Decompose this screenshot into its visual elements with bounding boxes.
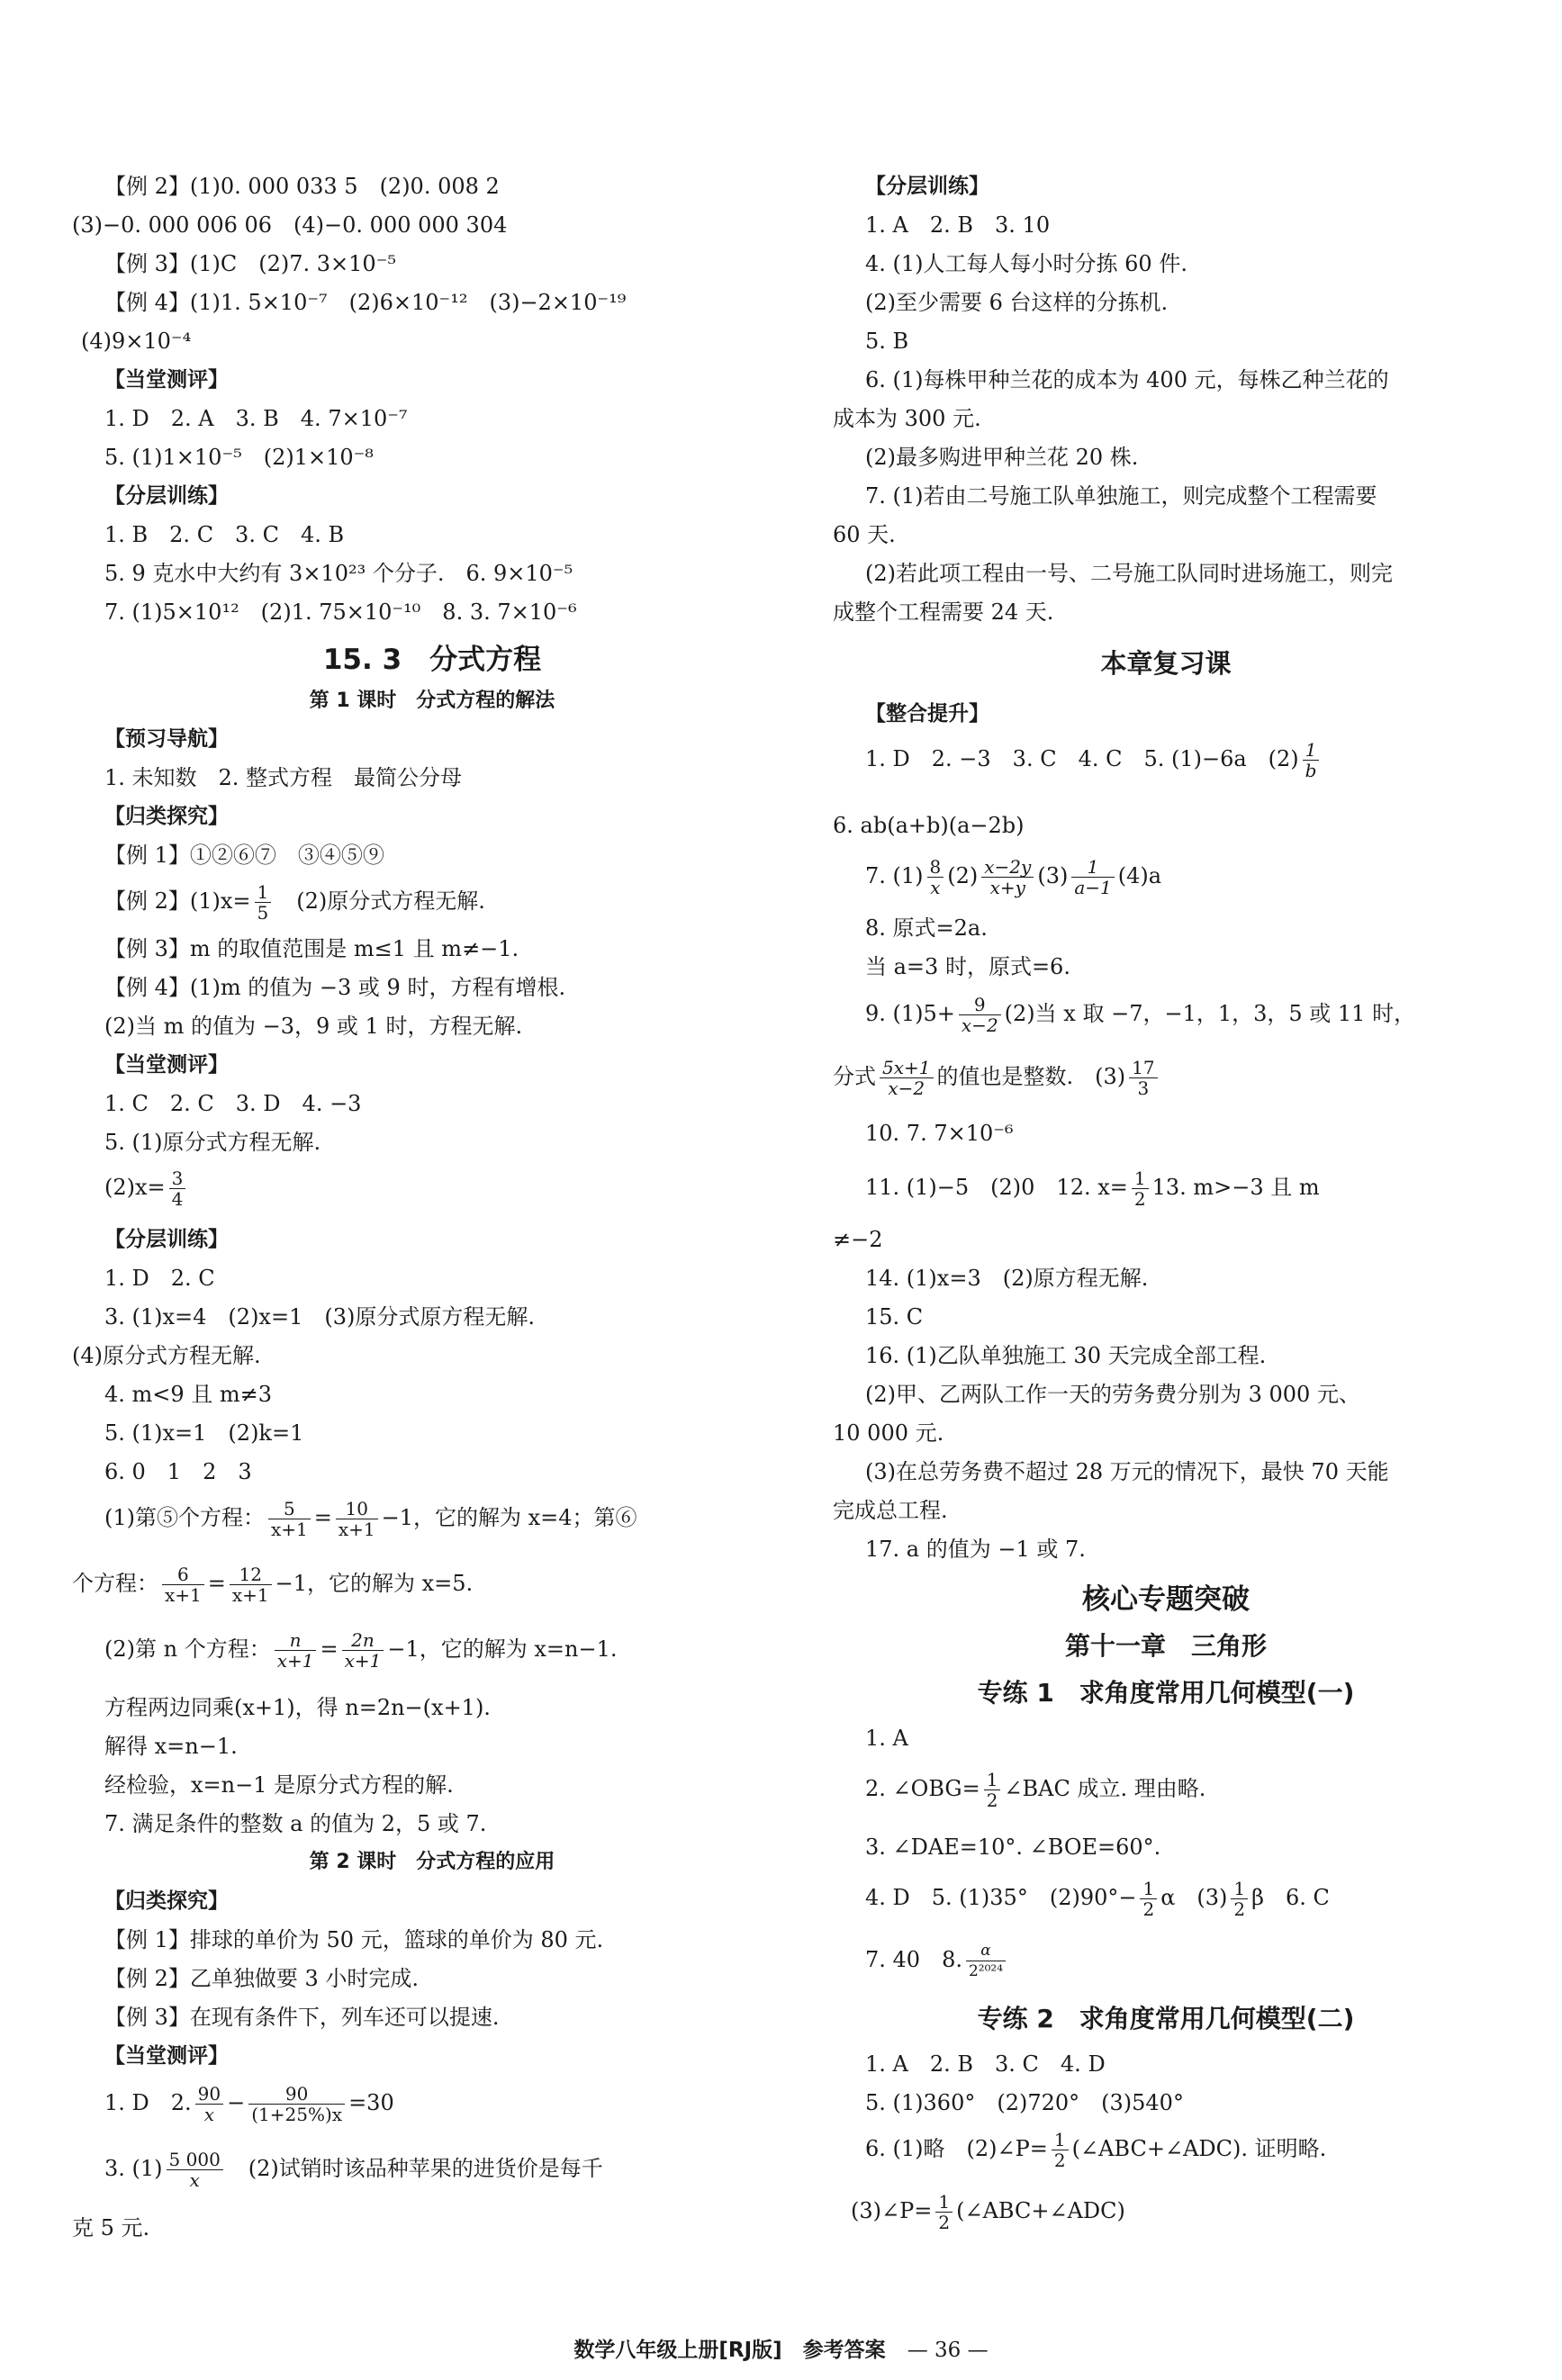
denominator: x+1	[344, 1650, 382, 1672]
numerator: 90	[195, 2084, 223, 2105]
fraction	[230, 1564, 272, 1605]
denominator: x+y	[989, 877, 1025, 898]
text-line: 【例 1】①②⑥⑦ ③④⑤⑨	[104, 843, 384, 868]
numerator: 8	[927, 857, 944, 878]
section-tag: 【归类探究】	[104, 805, 229, 828]
text-span: α (3)	[1160, 1885, 1228, 1910]
denominator: x+1	[276, 1650, 314, 1672]
numerator: 1	[1303, 740, 1320, 761]
text-line: 【例 2】(1)0. 000 033 5 (2)0. 008 2	[104, 174, 500, 199]
denominator: 2	[1142, 1898, 1155, 1920]
text-line: 17. a 的值为 −1 或 7.	[865, 1537, 1086, 1562]
chapter-heading: 第十一章 三角形	[1064, 1631, 1267, 1661]
text-line	[851, 2192, 1125, 2232]
text-span: 7. 40 8.	[865, 1947, 962, 1972]
text-span: 1. D 2.	[104, 2090, 192, 2115]
text-line: 1. 未知数 2. 整式方程 最简公分母	[104, 765, 463, 790]
numerator: 5x+1	[880, 1058, 934, 1078]
text-line: 7. (1)若由二号施工队单独施工，则完成整个工程需要	[865, 483, 1377, 509]
fraction	[880, 1058, 934, 1098]
text-line: 6. ab(a+b)(a−2b)	[833, 813, 1025, 838]
text-span: β 6. C	[1251, 1885, 1330, 1910]
text-line: 6. (1)每株甲种兰花的成本为 400 元，每株乙种兰花的	[865, 367, 1389, 392]
text-span: =	[207, 1571, 226, 1596]
text-span: 11. (1)−5 (2)0 12. x=	[865, 1175, 1128, 1200]
text-line	[72, 882, 485, 923]
footer-book-title: 数学八年级上册[RJ版] 参考答案	[573, 2339, 886, 2362]
fraction	[162, 1564, 204, 1605]
text-line	[833, 1879, 1330, 1919]
fraction	[336, 1499, 378, 1539]
topic-heading: 专练 2 求角度常用几何模型(二)	[977, 2004, 1355, 2033]
text-line: 1. A	[865, 1726, 908, 1751]
fraction	[248, 2084, 345, 2124]
text-line: (2)当 m 的值为 −3，9 或 1 时，方程无解.	[104, 1014, 523, 1039]
text-line: 1. D 2. A 3. B 4. 7×10⁻⁷	[104, 406, 408, 431]
numerator: 9	[959, 995, 1001, 1015]
lesson-heading: 第 2 课时 分式方程的应用	[309, 1851, 555, 1873]
text-line: (3)−0. 000 006 06 (4)−0. 000 000 304	[72, 212, 508, 238]
numerator: 12	[230, 1564, 272, 1585]
denominator: x+1	[165, 1584, 202, 1606]
text-span: 个方程：	[72, 1571, 158, 1596]
fraction	[1231, 1879, 1248, 1919]
text-line: (2)甲、乙两队工作一天的劳务费分别为 3 000 元、	[865, 1382, 1360, 1407]
text-line: 1. A 2. B 3. C 4. D	[865, 2051, 1106, 2077]
fraction	[255, 882, 272, 923]
text-line: 完成总工程.	[833, 1498, 948, 1523]
text-line: 【例 3】(1)C (2)7. 3×10⁻⁵	[104, 251, 396, 276]
text-line: 【例 4】(1)1. 5×10⁻⁷ (2)6×10⁻¹² (3)−2×10⁻¹⁹	[104, 290, 627, 315]
text-line: 5. B	[865, 329, 909, 354]
denominator: x	[203, 2104, 215, 2125]
text-span: 13. m>−3 且 m	[1151, 1175, 1320, 1200]
text-span: =	[313, 1505, 332, 1530]
text-line	[72, 1499, 637, 1539]
text-span: (3)	[1037, 863, 1069, 888]
text-line: 5. (1)x=1 (2)k=1	[104, 1420, 304, 1446]
text-line: 16. (1)乙队单独施工 30 天完成全部工程.	[865, 1343, 1267, 1368]
denominator: 2	[1133, 1188, 1146, 1210]
denominator: x+1	[338, 1519, 375, 1540]
text-line	[72, 1630, 617, 1671]
numerator: 17	[1129, 1058, 1157, 1078]
text-line: (2)若此项工程由一号、二号施工队同时进场施工，则完	[865, 561, 1393, 586]
text-line: 15. C	[865, 1304, 924, 1330]
text-line: 【例 3】m 的取值范围是 m≤1 且 m≠−1.	[104, 936, 519, 961]
section-tag: 【当堂测评】	[104, 2044, 229, 2068]
denominator: x	[189, 2169, 200, 2191]
text-line: (4)原分式方程无解.	[72, 1343, 261, 1368]
numerator: 1	[1140, 1879, 1157, 1899]
section-tag: 【分层训练】	[104, 1228, 229, 1251]
text-line: 【例 4】(1)m 的值为 −3 或 9 时，方程有增根.	[104, 975, 566, 1000]
text-span: (3)∠P=	[851, 2198, 933, 2223]
text-line: 1. B 2. C 3. C 4. B	[104, 522, 345, 547]
text-span: (4)a	[1117, 863, 1162, 888]
text-line: 10 000 元.	[833, 1420, 944, 1446]
text-line: 5. (1)原分式方程无解.	[104, 1130, 321, 1155]
fraction	[1303, 740, 1320, 780]
text-span: (2)第 n 个方程：	[104, 1636, 271, 1662]
text-line	[833, 2130, 1326, 2170]
denominator: a−1	[1074, 877, 1112, 898]
text-line: 经检验，x=n−1 是原分式方程的解.	[104, 1772, 454, 1798]
denominator: 5	[257, 902, 269, 924]
numerator: 10	[336, 1499, 378, 1519]
text-line: 5. 9 克水中大约有 3×10²³ 个分子. 6. 9×10⁻⁵	[104, 561, 573, 586]
denominator: 3	[1137, 1077, 1150, 1099]
text-line: 10. 7. 7×10⁻⁶	[865, 1121, 1014, 1146]
text-span: 的值也是整数. (3)	[936, 1064, 1126, 1089]
fraction	[1071, 857, 1114, 897]
section-tag: 【当堂测评】	[104, 1053, 229, 1077]
text-line: 4. m<9 且 m≠3	[104, 1382, 273, 1407]
numerator: 1	[984, 1770, 1001, 1790]
text-span: 3. (1)	[104, 2156, 163, 2181]
text-span: 1. D 2. −3 3. C 4. C 5. (1)−6a (2)	[865, 746, 1299, 771]
text-span: −1，它的解为 x=4；第⑥	[381, 1505, 637, 1530]
text-line: 6. 0 1 2 3	[104, 1459, 252, 1484]
text-span: (2)	[947, 863, 979, 888]
text-line: ≠−2	[833, 1227, 883, 1252]
section-tag: 【归类探究】	[104, 1889, 229, 1913]
text-line	[833, 995, 1415, 1035]
text-span: (2)x=	[104, 1175, 166, 1200]
section-heading: 15. 3 分式方程	[322, 644, 542, 676]
fraction	[167, 2150, 223, 2190]
fraction	[342, 1630, 384, 1671]
denominator: x+1	[231, 1584, 269, 1606]
section-heading: 本章复习课	[1100, 648, 1232, 679]
text-line: 1. A 2. B 3. 10	[865, 212, 1051, 238]
text-line: (2)至少需要 6 台这样的分拣机.	[865, 290, 1169, 315]
text-line: (4)9×10⁻⁴	[81, 329, 192, 354]
section-tag: 【分层训练】	[865, 175, 989, 198]
numerator: 1	[1071, 857, 1114, 878]
numerator: 6	[162, 1564, 204, 1585]
denominator: 2²⁰²⁴	[968, 1962, 1004, 1980]
numerator: 1	[1231, 1879, 1248, 1899]
section-tag: 【当堂测评】	[104, 368, 229, 392]
text-line: 【例 1】排球的单价为 50 元，篮球的单价为 80 元.	[104, 1927, 604, 1952]
text-span: (2)试销时该品种苹果的进货价是每千	[226, 2156, 603, 2181]
numerator: 1	[255, 882, 272, 903]
numerator: x−2y	[981, 857, 1034, 878]
text-line	[833, 740, 1323, 780]
fraction	[935, 2192, 953, 2232]
fraction	[981, 857, 1034, 897]
text-span: =30	[348, 2090, 394, 2115]
text-span: (∠ABC+∠ADC). 证明略.	[1071, 2136, 1327, 2161]
text-span: 7. (1)	[865, 863, 924, 888]
text-span: ∠BAC 成立. 理由略.	[1004, 1776, 1206, 1801]
text-span: 9. (1)5+	[865, 1001, 955, 1026]
denominator: 2	[986, 1790, 998, 1811]
fraction	[169, 1168, 186, 1209]
numerator: 2n	[342, 1630, 384, 1651]
part-heading: 核心专题突破	[1082, 1583, 1250, 1616]
section-tag: 【整合提升】	[865, 702, 989, 726]
fraction	[966, 1941, 1006, 1981]
text-line: 14. (1)x=3 (2)原方程无解.	[865, 1266, 1149, 1291]
topic-heading: 专练 1 求角度常用几何模型(一)	[977, 1678, 1355, 1708]
text-line: 成本为 300 元.	[833, 406, 981, 431]
denominator: (1+25%)x	[251, 2104, 343, 2125]
denominator: x	[930, 877, 941, 898]
fraction	[959, 995, 1001, 1035]
fraction	[1132, 1168, 1149, 1209]
text-line: 3. (1)x=4 (2)x=1 (3)原分式原方程无解.	[104, 1304, 535, 1330]
page-number: — 36 —	[907, 2339, 989, 2362]
text-span: 【例 2】(1)x=	[104, 888, 251, 914]
text-line: 1. C 2. C 3. D 4. −3	[104, 1091, 362, 1116]
text-line: (3)在总劳务费不超过 28 万元的情况下，最快 70 天能	[865, 1459, 1389, 1484]
text-span: (2)当 x 取 −7，−1，1，3，5 或 11 时，	[1004, 1001, 1416, 1026]
denominator: 2	[1053, 2150, 1066, 2171]
fraction	[268, 1499, 311, 1539]
text-line: 60 天.	[833, 522, 896, 547]
text-line: 3. ∠DAE=10°. ∠BOE=60°.	[865, 1835, 1161, 1860]
page-footer	[0, 2333, 1562, 2363]
text-line: (2)最多购进甲种兰花 20 株.	[865, 445, 1139, 470]
fraction	[275, 1630, 317, 1671]
text-line: 【例 2】乙单独做要 3 小时完成.	[104, 1966, 420, 1991]
text-line	[833, 1168, 1320, 1209]
section-tag: 【分层训练】	[104, 484, 229, 508]
text-line: 5. (1)1×10⁻⁵ (2)1×10⁻⁸	[104, 445, 374, 470]
text-line: 8. 原式=2a.	[865, 915, 988, 941]
denominator: 4	[171, 1188, 184, 1210]
fraction	[1140, 1879, 1157, 1919]
text-line	[833, 1770, 1205, 1810]
text-line	[833, 1941, 1009, 1981]
denominator: x−2	[961, 1014, 998, 1036]
numerator: 1	[1132, 1168, 1149, 1189]
denominator: 2	[938, 2212, 951, 2233]
fraction	[927, 857, 944, 897]
numerator: 5	[268, 1499, 311, 1519]
numerator: 3	[169, 1168, 186, 1189]
text-span: (∠ABC+∠ADC)	[956, 2198, 1125, 2223]
numerator: n	[275, 1630, 317, 1651]
text-line: 成整个工程需要 24 天.	[833, 600, 1054, 625]
denominator: 2	[1233, 1898, 1246, 1920]
text-span: 分式	[833, 1064, 876, 1089]
text-line: 7. (1)5×10¹² (2)1. 75×10⁻¹⁰ 8. 3. 7×10⁻⁶	[104, 600, 577, 625]
text-line	[833, 857, 1161, 897]
fraction	[984, 1770, 1001, 1810]
text-span: 4. D 5. (1)35° (2)90°−	[865, 1885, 1137, 1910]
text-span: (1)第⑤个方程：	[104, 1505, 265, 1530]
text-span: −1，它的解为 x=5.	[275, 1571, 474, 1596]
text-line	[72, 2084, 394, 2124]
fraction	[1052, 2130, 1069, 2170]
section-tag: 【预习导航】	[104, 727, 229, 751]
fraction	[1129, 1058, 1157, 1098]
numerator: 1	[935, 2192, 953, 2213]
text-line: 4. (1)人工每人每小时分拣 60 件.	[865, 251, 1187, 276]
text-span: 2. ∠OBG=	[865, 1776, 980, 1801]
text-line	[72, 1564, 473, 1605]
numerator: α	[966, 1941, 1006, 1961]
text-line: 当 a=3 时，原式=6.	[865, 954, 1070, 979]
text-line: 7. 满足条件的整数 a 的值为 2，5 或 7.	[104, 1811, 487, 1836]
text-span: (2)原分式方程无解.	[275, 888, 485, 914]
text-line	[72, 2150, 603, 2190]
text-line: 解得 x=n−1.	[104, 1734, 238, 1759]
lesson-heading: 第 1 课时 分式方程的解法	[309, 690, 555, 712]
text-span: 6. (1)略 (2)∠P=	[865, 2136, 1048, 2161]
text-line: 1. D 2. C	[104, 1266, 215, 1291]
text-line: 克 5 元.	[72, 2215, 150, 2240]
text-line: 方程两边同乘(x+1)，得 n=2n−(x+1).	[104, 1695, 491, 1720]
text-span: −1，它的解为 x=n−1.	[387, 1636, 618, 1662]
numerator: 5 000	[167, 2150, 223, 2170]
denominator: x−2	[888, 1077, 925, 1099]
denominator: x+1	[271, 1519, 308, 1540]
denominator: b	[1305, 760, 1317, 781]
text-span: −	[227, 2090, 246, 2115]
text-span: =	[320, 1636, 339, 1662]
fraction	[195, 2084, 223, 2124]
text-line	[833, 1058, 1161, 1098]
numerator: 1	[1052, 2130, 1069, 2150]
numerator: 90	[248, 2084, 345, 2105]
text-line: 【例 3】在现有条件下，列车还可以提速.	[104, 2005, 500, 2030]
text-line: 5. (1)360° (2)720° (3)540°	[865, 2090, 1184, 2115]
text-line	[72, 1168, 189, 1209]
